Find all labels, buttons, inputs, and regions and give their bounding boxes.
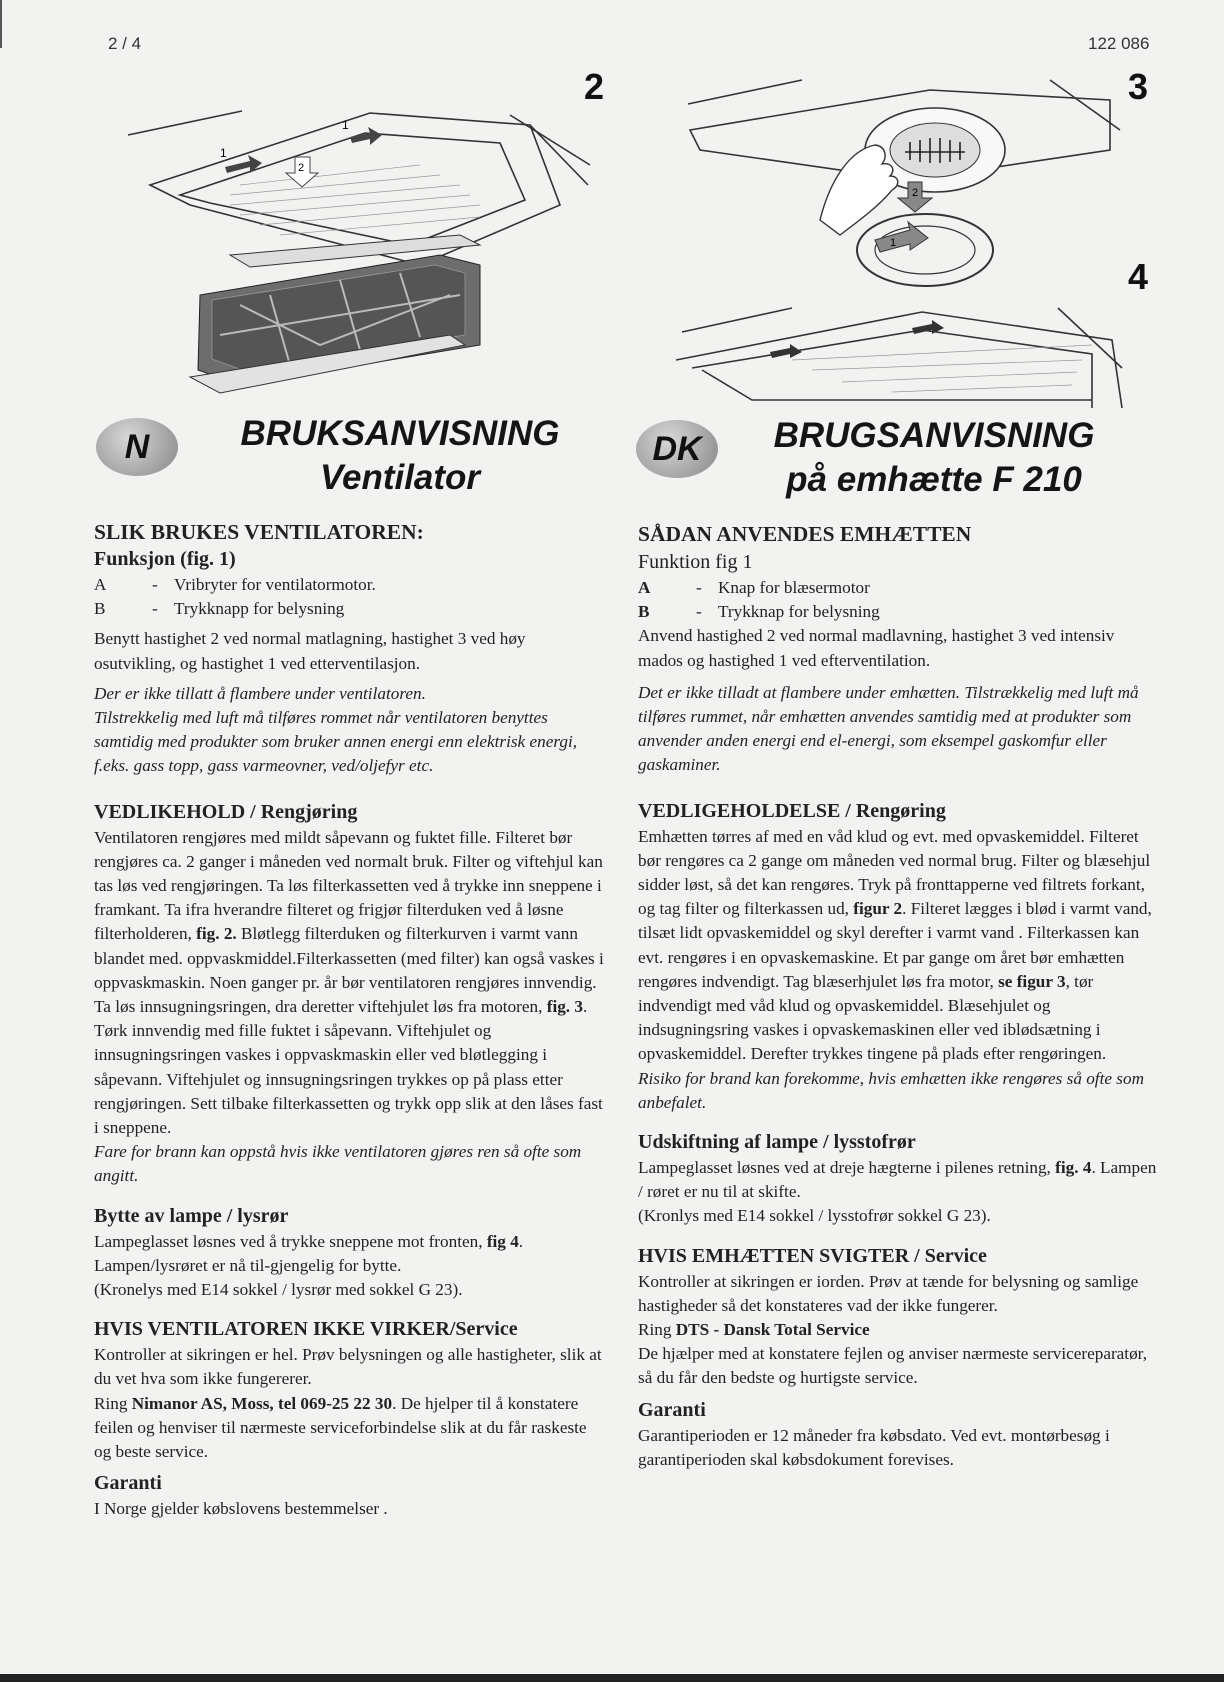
heading-lamp: Bytte av lampe / lysrør — [94, 1204, 289, 1227]
guarantee-text: Garantiperioden er 12 måneder fra købsdato. Ved evt. montørbesøg i garantiperioden skal købsdokument forevises. — [638, 1425, 1110, 1469]
service-contact: Ring Nimanor AS, Moss, tel 069-25 22 30. De hjelper til å konstatere feilen og henviser til nærmeste serviceforbindelse slik at du får raskeste og beste service. — [94, 1393, 587, 1462]
service-text: Kontroller at sikringen er hel. Prøv belysningen og alle hastigheter, slik at du vet hva som ikke fungererer. — [94, 1345, 602, 1389]
svg-text:1: 1 — [890, 237, 897, 249]
service-contact: Ring DTS - Dansk Total Service — [638, 1320, 870, 1340]
function-row-b: B - Trykknapp for belysning — [94, 599, 345, 619]
speed-instructions: Anvend hastighed 2 ved normal madlavning, hastighet 3 ved intensiv mados og hastighed 1 ved efterventilation. — [638, 626, 1115, 670]
figure-2-number: 2 — [584, 66, 605, 107]
fire-warning: Risiko for brand kan forekomme, hvis emhætten ikke rengøres så ofte som anbefalet. — [638, 1068, 1144, 1112]
title-dk: BRUGSANVISNING på emhætte F 210 — [773, 416, 1095, 499]
heading-maintenance: VEDLIGEHOLDELSE / Rengøring — [638, 799, 946, 822]
document-number: 122 086 — [1088, 34, 1150, 53]
flambe-warning: Der er ikke tillatt å flambere under ventilatoren. — [94, 683, 426, 703]
function-row-a: A - Vribryter for ventilatormotor. — [94, 575, 376, 594]
speed-instructions: Benytt hastighet 2 ved normal matlagning, hastighet 3 ved høy osutvikling, og hastighet 1 ved etterventilasjon. — [94, 629, 526, 673]
heading-usage: SLIK BRUKES VENTILATOREN: — [94, 520, 424, 544]
filter-arrow-2-icon — [342, 118, 382, 145]
figure-4-illustration — [672, 300, 1132, 410]
heading-maintenance: VEDLIKEHOLD / Rengjøring — [94, 800, 358, 823]
heading-service: HVIS VENTILATOREN IKKE VIRKER/Service — [94, 1318, 518, 1341]
lamp-text: Lampeglasset løsnes ved at dreje hægterne i pilenes retning, fig. 4. Lampen / røret er nu til at skifte. — [638, 1158, 1157, 1202]
svg-text:2: 2 — [298, 162, 305, 174]
heading-function: Funksjon (fig. 1) — [94, 548, 236, 570]
fire-warning: Fare for brann kan oppstå hvis ikke ventilatoren gjøres ren så ofte som angitt. — [94, 1142, 582, 1186]
release-arrow-icon — [770, 320, 944, 358]
guarantee-text: I Norge gjelder købslovens bestemmelser . — [94, 1499, 388, 1519]
ventilation-warning: Tilstrekkelig med luft må tilføres rommet når ventilatoren benyttes samtidig med produkter som bruker annen energi enn elektrisk energi, f.eks. gass topp, gass varmeovner, ved/oljefyr etc. — [94, 708, 578, 776]
inlet-ring-illustration — [857, 214, 993, 286]
svg-text:1: 1 — [342, 118, 349, 132]
heading-guarantee: Garanti — [638, 1398, 706, 1421]
scan-edge-mark — [0, 0, 2, 48]
language-badge-no: N — [96, 418, 178, 476]
function-row-b: B - Trykknap for belysning — [638, 602, 880, 622]
scan-bottom-edge — [0, 1674, 1224, 1682]
maintenance-text: Emhætten tørres af med en våd klud og evt. med opvaskemiddel. Filteret bør rengøres ca 2 gange om måneden ved normal brug. Filter og blæsehjul sidder løst, så det kan rengøres. Tryk på fronttapperne ved filtrets forkant, og tag filter og filterkassen ud, figur 2. Filteret lægges i blød i varmt vand, tilsæt lidt opvaskemiddel og skyl derefter i varmt vand . Filterkassen kan evt. rengøres i en opvaskemaskine. Et par gange om året bør emhætten rengøres indvendigt. Tag blæserhjulet løs fra motor, se figur 3, tør indvendigt med våd klud og opvaskemiddel. Blæsehjulet og indsugningsring vaskes i opvaskemaskinen eller ved iblødsætning i opvaskemiddel. Derefter trykkes tingene på plads efter rengøringen. — [638, 826, 1152, 1064]
lamp-spec: (Kronlys med E14 sokkel / lysstofrør sokkel G 23). — [638, 1206, 991, 1226]
function-row-a: A - Knap for blæsermotor — [638, 578, 870, 597]
lamp-text: Lampeglasset løsnes ved å trykke sneppene mot fronten, fig 4. Lampen/lysrøret er nå til-gjengelig for bytte. — [94, 1231, 524, 1275]
heading-usage: SÅDAN ANVENDES EMHÆTTEN — [638, 522, 972, 546]
service-help: De hjælper med at konstatere fejlen og anviser nærmeste servicereparatør, så du får den bedste og hurtigste service. — [638, 1344, 1148, 1388]
svg-text:2: 2 — [912, 187, 919, 199]
lamp-spec: (Kronelys med E14 sokkel / lysrør med sokkel G 23). — [94, 1280, 463, 1300]
service-text: Kontroller at sikringen er iorden. Prøv at tænde for belysning og samlige hastigheder så det konstateres vad der ikke fungerer. — [638, 1271, 1139, 1315]
heading-lamp: Udskiftning af lampe / lysstofrør — [638, 1131, 916, 1154]
language-badge-dk: DK — [636, 420, 718, 478]
down-arrow-icon — [286, 157, 318, 187]
heading-function: Funktion fig 1 — [638, 551, 753, 573]
heading-service: HVIS EMHÆTTEN SVIGTER / Service — [638, 1244, 987, 1267]
ventilation-warning: Det er ikke tilladt at flambere under emhætten. Tilstrækkelig med luft må tilføres rummet, når emhætten anvendes samtidig med at produkter som anvender anden energi end el-energi, som eksempel gaskomfur eller gaskaminer. — [638, 682, 1139, 775]
title-no: BRUKSANVISNING Ventilator — [240, 414, 560, 497]
figure-4-number: 4 — [1128, 256, 1149, 297]
figure-3-illustration — [670, 70, 1140, 300]
figure-3-number: 3 — [1128, 66, 1149, 107]
page-number: 2 / 4 — [108, 34, 142, 53]
column-danish — [638, 520, 1158, 1472]
column-norwegian — [94, 518, 604, 1522]
figure-2-illustration — [120, 95, 600, 395]
heading-guarantee: Garanti — [94, 1472, 162, 1495]
maintenance-text: Ventilatoren rengjøres med mildt såpevann og fuktet fille. Filteret bør rengjøres ca. 2 ganger i måneden ved normalt bruk. Filter og viftehjul kan tas løs ved rengjøringen. Ta løs filterkassetten ved å trykke inn sneppene i framkant. Ta ifra hverandre filteret og frigjør filterduken ved å løsne filterholderen, fig. 2. Bløtlegg filterduken og filterkurven i varmt vann blandet med. oppvaskmiddel.Filterkassetten (med filter) kan også vaskes i oppvaskmaskin. Noen ganger pr. år bør ventilatoren rengjøres innvendig. Ta løs innsugningsringen, dra deretter viftehjulet løs fra motoren, fig. 3. Tørk innvendig med fille fuktet i såpevann. Viftehjulet og innsugningsringen vaskes i oppvaskmaskin eller ved bløtlegging i såpevann. Viftehjulet og innsugningsringen trykkes op på plass etter rengjøringen. Sett tilbake filterkassetten og trykk opp slik at den låses fast i sneppene. — [94, 827, 604, 1138]
svg-text:1: 1 — [220, 146, 227, 160]
filter-cassette-illustration — [190, 235, 480, 393]
